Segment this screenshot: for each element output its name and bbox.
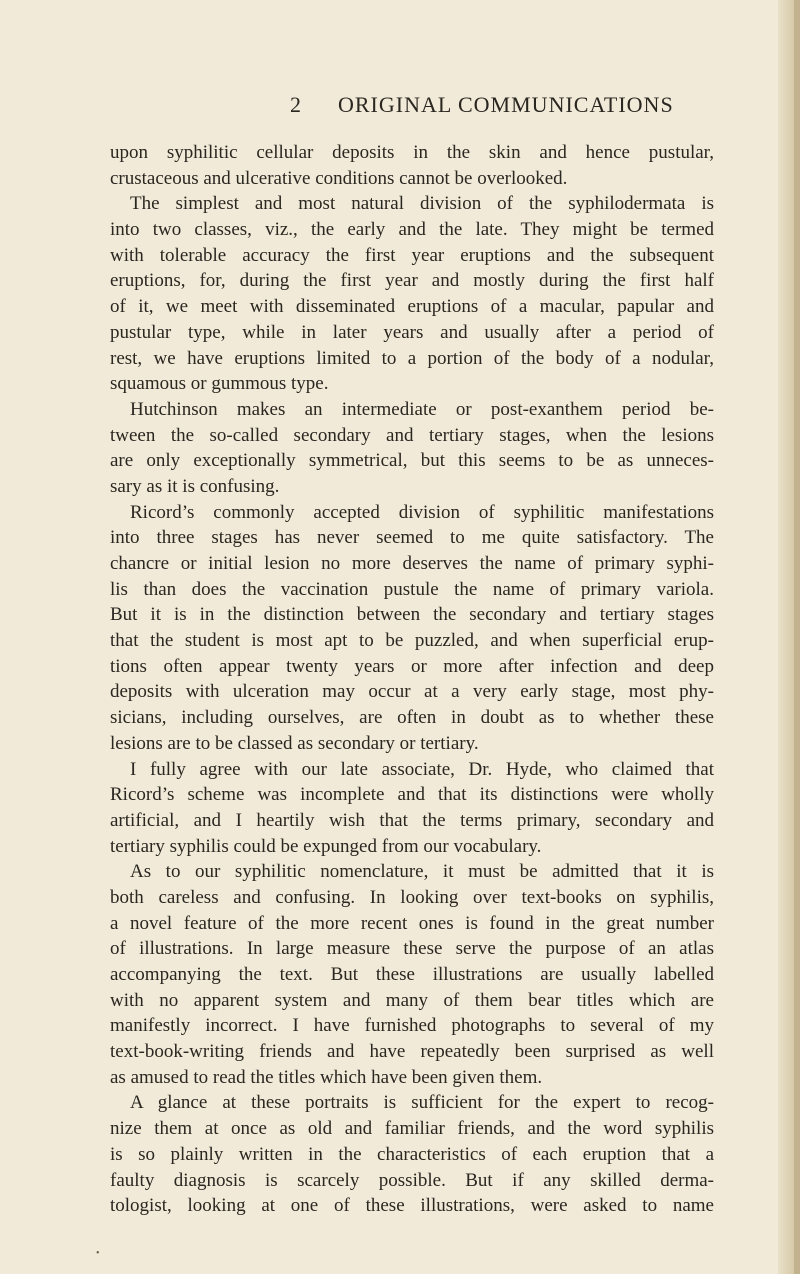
text-line: squamous or gummous type. [110, 373, 329, 395]
page-number: 2 [290, 92, 302, 117]
text-line: tologist, looking at one of these illustrations, were asked to name [110, 1195, 714, 1217]
text-line: artificial, and I heartily wish that the terms primary, secondary and [110, 809, 714, 831]
text-line: pustular type, while in later years and usually after a period of [110, 321, 714, 343]
text-line: as amused to read the titles which have been given them. [110, 1066, 543, 1088]
text-line: A glance at these portraits is sufficient for the expert to recog- [130, 1092, 714, 1114]
text-line: lis than does the vaccination pustule the name of primary variola. [110, 578, 714, 600]
text-line: I fully agree with our late associate, Dr. Hyde, who claimed that [130, 758, 714, 780]
text-line: crustaceous and ulcerative conditions cannot be overlooked. [110, 167, 568, 189]
text-line: deposits with ulceration may occur at a very early stage, most phy- [110, 681, 714, 703]
text-line: tertiary syphilis could be expunged from our vocabulary. [110, 835, 542, 857]
text-line: a novel feature of the more recent ones is found in the great number [110, 912, 714, 934]
text-line: are only exceptionally symmetrical, but this seems to be as unneces- [110, 450, 714, 472]
text-line: that the student is most apt to be puzzled, and when superficial erup- [110, 630, 714, 652]
body-text [110, 140, 714, 1219]
text-line: into three stages has never seemed to me quite satisfactory. The [110, 527, 714, 549]
text-line: of it, we meet with disseminated eruptions of a macular, papular and [110, 296, 714, 318]
text-line: Ricord’s commonly accepted division of syphilitic manifestations [130, 501, 714, 523]
text-line: chancre or initial lesion no more deserves the name of primary syphi- [110, 553, 714, 574]
page-edge-binding [794, 0, 800, 1274]
text-line: Ricord’s scheme was incomplete and that its distinctions were wholly [110, 784, 714, 806]
text-line: The simplest and most natural division of the syphilodermata is [130, 193, 714, 215]
text-line: eruptions, for, during the first year and mostly during the first half [110, 270, 714, 292]
text-line: Hutchinson makes an intermediate or post-exanthem period be- [130, 398, 714, 420]
text-line: tions often appear twenty years or more after infection and deep [110, 655, 714, 677]
text-line: But it is in the distinction between the secondary and tertiary stages [110, 604, 714, 626]
text-line: rest, we have eruptions limited to a portion of the body of a nodular, [110, 347, 714, 369]
text-line: As to our syphilitic nomenclature, it must be admitted that it is [130, 861, 714, 883]
text-line: manifestly incorrect. I have furnished photographs to several of my [110, 1015, 714, 1037]
text-line: tween the so-called secondary and tertiary stages, when the lesions [110, 424, 714, 446]
text-line: nize them at once as old and familiar friends, and the word syphilis [110, 1118, 714, 1140]
text-line: lesions are to be classed as secondary or tertiary. [110, 732, 479, 754]
text-line: with no apparent system and many of them bear titles which are [110, 989, 714, 1011]
page-header [0, 92, 800, 132]
text-line: faulty diagnosis is scarcely possible. But if any skilled derma- [110, 1169, 714, 1191]
text-line: with tolerable accuracy the first year eruptions and the subsequent [110, 244, 714, 266]
text-line: of illustrations. In large measure these serve the purpose of an atlas [110, 938, 714, 960]
stray-mark: • [96, 1248, 100, 1259]
text-line: text-book-writing friends and have repeatedly been surprised as well [110, 1041, 714, 1063]
text-line: both careless and confusing. In looking over text-books on syphilis, [110, 886, 714, 908]
text-line: sary as it is confusing. [110, 475, 280, 497]
text-line: sicians, including ourselves, are often in doubt as to whether these [110, 707, 714, 729]
text-line: upon syphilitic cellular deposits in the skin and hence pustular, [110, 142, 714, 163]
text-line: into two classes, viz., the early and the late. They might be termed [110, 219, 714, 241]
running-title: ORIGINAL COMMUNICATIONS [338, 92, 674, 117]
text-line: accompanying the text. But these illustrations are usually labelled [110, 964, 714, 985]
text-line: is so plainly written in the characteristics of each eruption that a [110, 1143, 714, 1165]
